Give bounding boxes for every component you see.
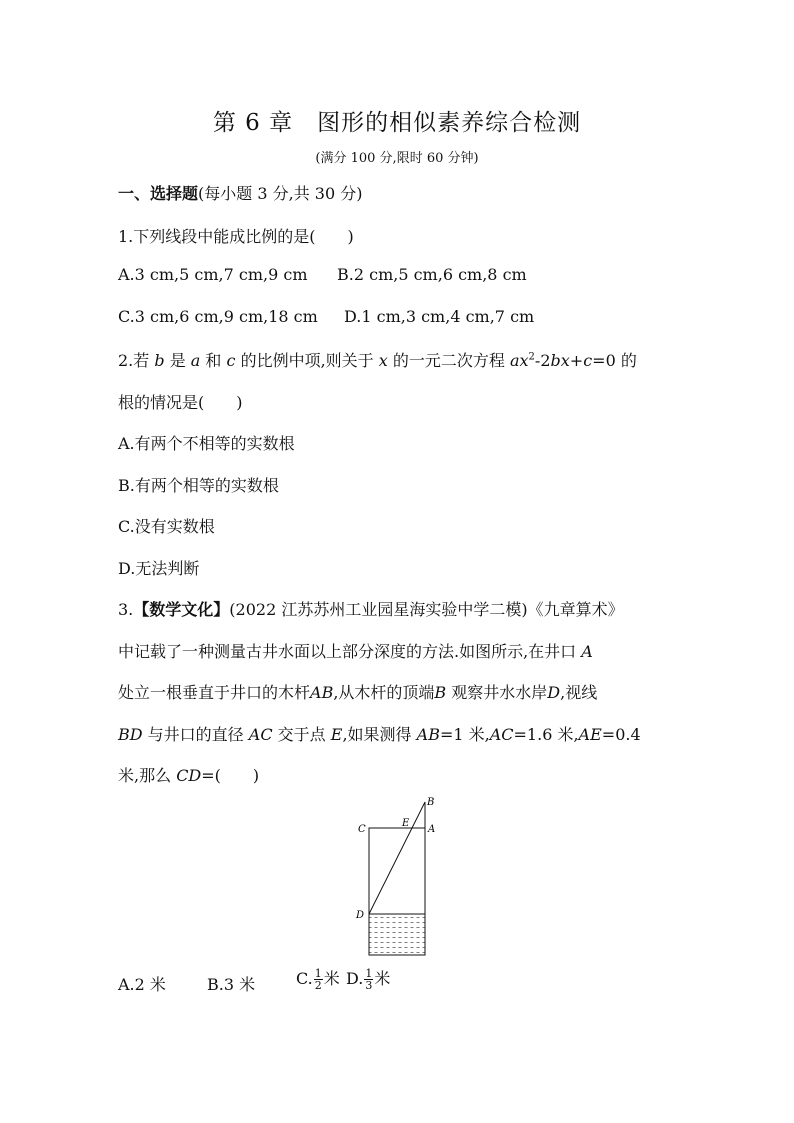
eq-bx: bx [550,351,570,370]
q3-line2 [118,639,593,662]
point-e: E [330,725,343,744]
fraction-one-half [314,968,323,991]
eq-plus: + [569,351,584,370]
section-note: (每小题 3 分,共 30 分) [198,184,363,203]
q3-text: =1.6 米, [513,725,579,744]
var-c: c [226,351,236,370]
q3-option-a: A.2 米 [118,975,166,994]
q2-stem [118,348,637,371]
q1-stem: 1.下列线段中能成比例的是( ) [118,227,354,246]
fraction-denominator: 3 [365,979,373,992]
q3-text: 米,那么 [118,766,177,785]
q1-option-c: C.3 cm,6 cm,9 cm,18 cm [118,307,318,326]
segment-ab: AB [416,725,440,744]
point-b: B [434,683,447,702]
q2-text: 的一元二次方程 [387,351,510,370]
q3-option-b: B.3 米 [207,975,256,994]
q3-source: (2022 江苏苏州工业园星海实验中学二模)《九章算术》 [229,600,624,619]
q3-line4 [118,722,641,745]
q3-text: 与井口的直径 [142,725,249,744]
section-heading [118,181,362,204]
q3-line5 [118,763,259,786]
segment-ac: AC [489,725,514,744]
q3-line1 [118,597,624,620]
q2-text: 和 [200,351,227,370]
q3-tag: 【数学文化】 [133,600,230,619]
q3-text: 处立一根垂直于井口的木杆 [118,683,311,702]
eq-text: =0 的 [592,351,637,370]
q3-line3 [118,680,597,703]
q3-text: 交于点 [272,725,331,744]
q3-text: ,如果测得 [342,725,417,744]
well-figure [350,790,450,960]
segment-ab: AB [310,683,334,702]
q1-option-a: A.3 cm,5 cm,7 cm,9 cm [118,265,308,284]
page-subtitle: (满分 100 分,限时 60 分钟) [315,151,479,166]
q3-text: 中记载了一种测量古井水面以上部分深度的方法.如图所示,在井口 [118,642,582,661]
q2-text: 是 [164,351,191,370]
q3-text: =1 米, [439,725,490,744]
q1-option-b: B.2 cm,5 cm,6 cm,8 cm [337,265,527,284]
q3-text: ,视线 [560,683,598,702]
q3-text: =( ) [201,766,260,785]
sight-line-bd [369,802,425,914]
page-title: 第 6 章 图形的相似素养综合检测 [212,110,582,136]
q2-stem-line2: 根的情况是( ) [118,393,243,412]
label-e: E [402,818,410,829]
unit: 米 [323,969,340,988]
label-a: A [428,824,436,835]
section-label: 一、选择题 [118,184,199,203]
q3-option-d [346,966,390,991]
var-x: x [378,351,388,370]
q2-text: 2.若 [118,351,155,370]
q3-text: =0.4 [601,725,641,744]
eq-c: c [583,351,593,370]
q2-option-b: B.有两个相等的实数根 [118,476,279,495]
water-region [369,914,425,955]
q2-option-a: A.有两个不相等的实数根 [118,434,295,453]
fraction-one-third [364,968,373,991]
fraction-numerator: 1 [314,967,322,980]
q3-option-c [296,966,340,991]
point-a: A [581,642,593,661]
segment-bd: BD [118,725,143,744]
var-b: b [154,351,165,370]
q3-text: ,从木杆的顶端 [333,683,435,702]
eq-ax: ax [509,351,529,370]
label-c: C [358,824,366,835]
eq-exponent: 2 [528,351,535,363]
var-a: a [190,351,201,370]
segment-ac: AC [248,725,273,744]
point-d: D [547,683,561,702]
q1-option-d: D.1 cm,3 cm,4 cm,7 cm [344,307,535,326]
option-c-label: C. [296,969,313,988]
q3-number: 3. [118,600,134,619]
fraction-denominator: 2 [314,979,322,992]
label-b: B [427,797,435,808]
eq-text: -2 [534,351,551,370]
unit: 米 [374,969,391,988]
label-d: D [356,910,365,921]
option-d-label: D. [346,969,364,988]
q2-option-d: D.无法判断 [118,559,200,578]
q2-text: 的比例中项,则关于 [235,351,379,370]
segment-ae: AE [578,725,602,744]
q3-text: 观察井水水岸 [446,683,548,702]
segment-cd: CD [176,766,202,785]
fraction-numerator: 1 [365,967,373,980]
q2-option-c: C.没有实数根 [118,517,215,536]
